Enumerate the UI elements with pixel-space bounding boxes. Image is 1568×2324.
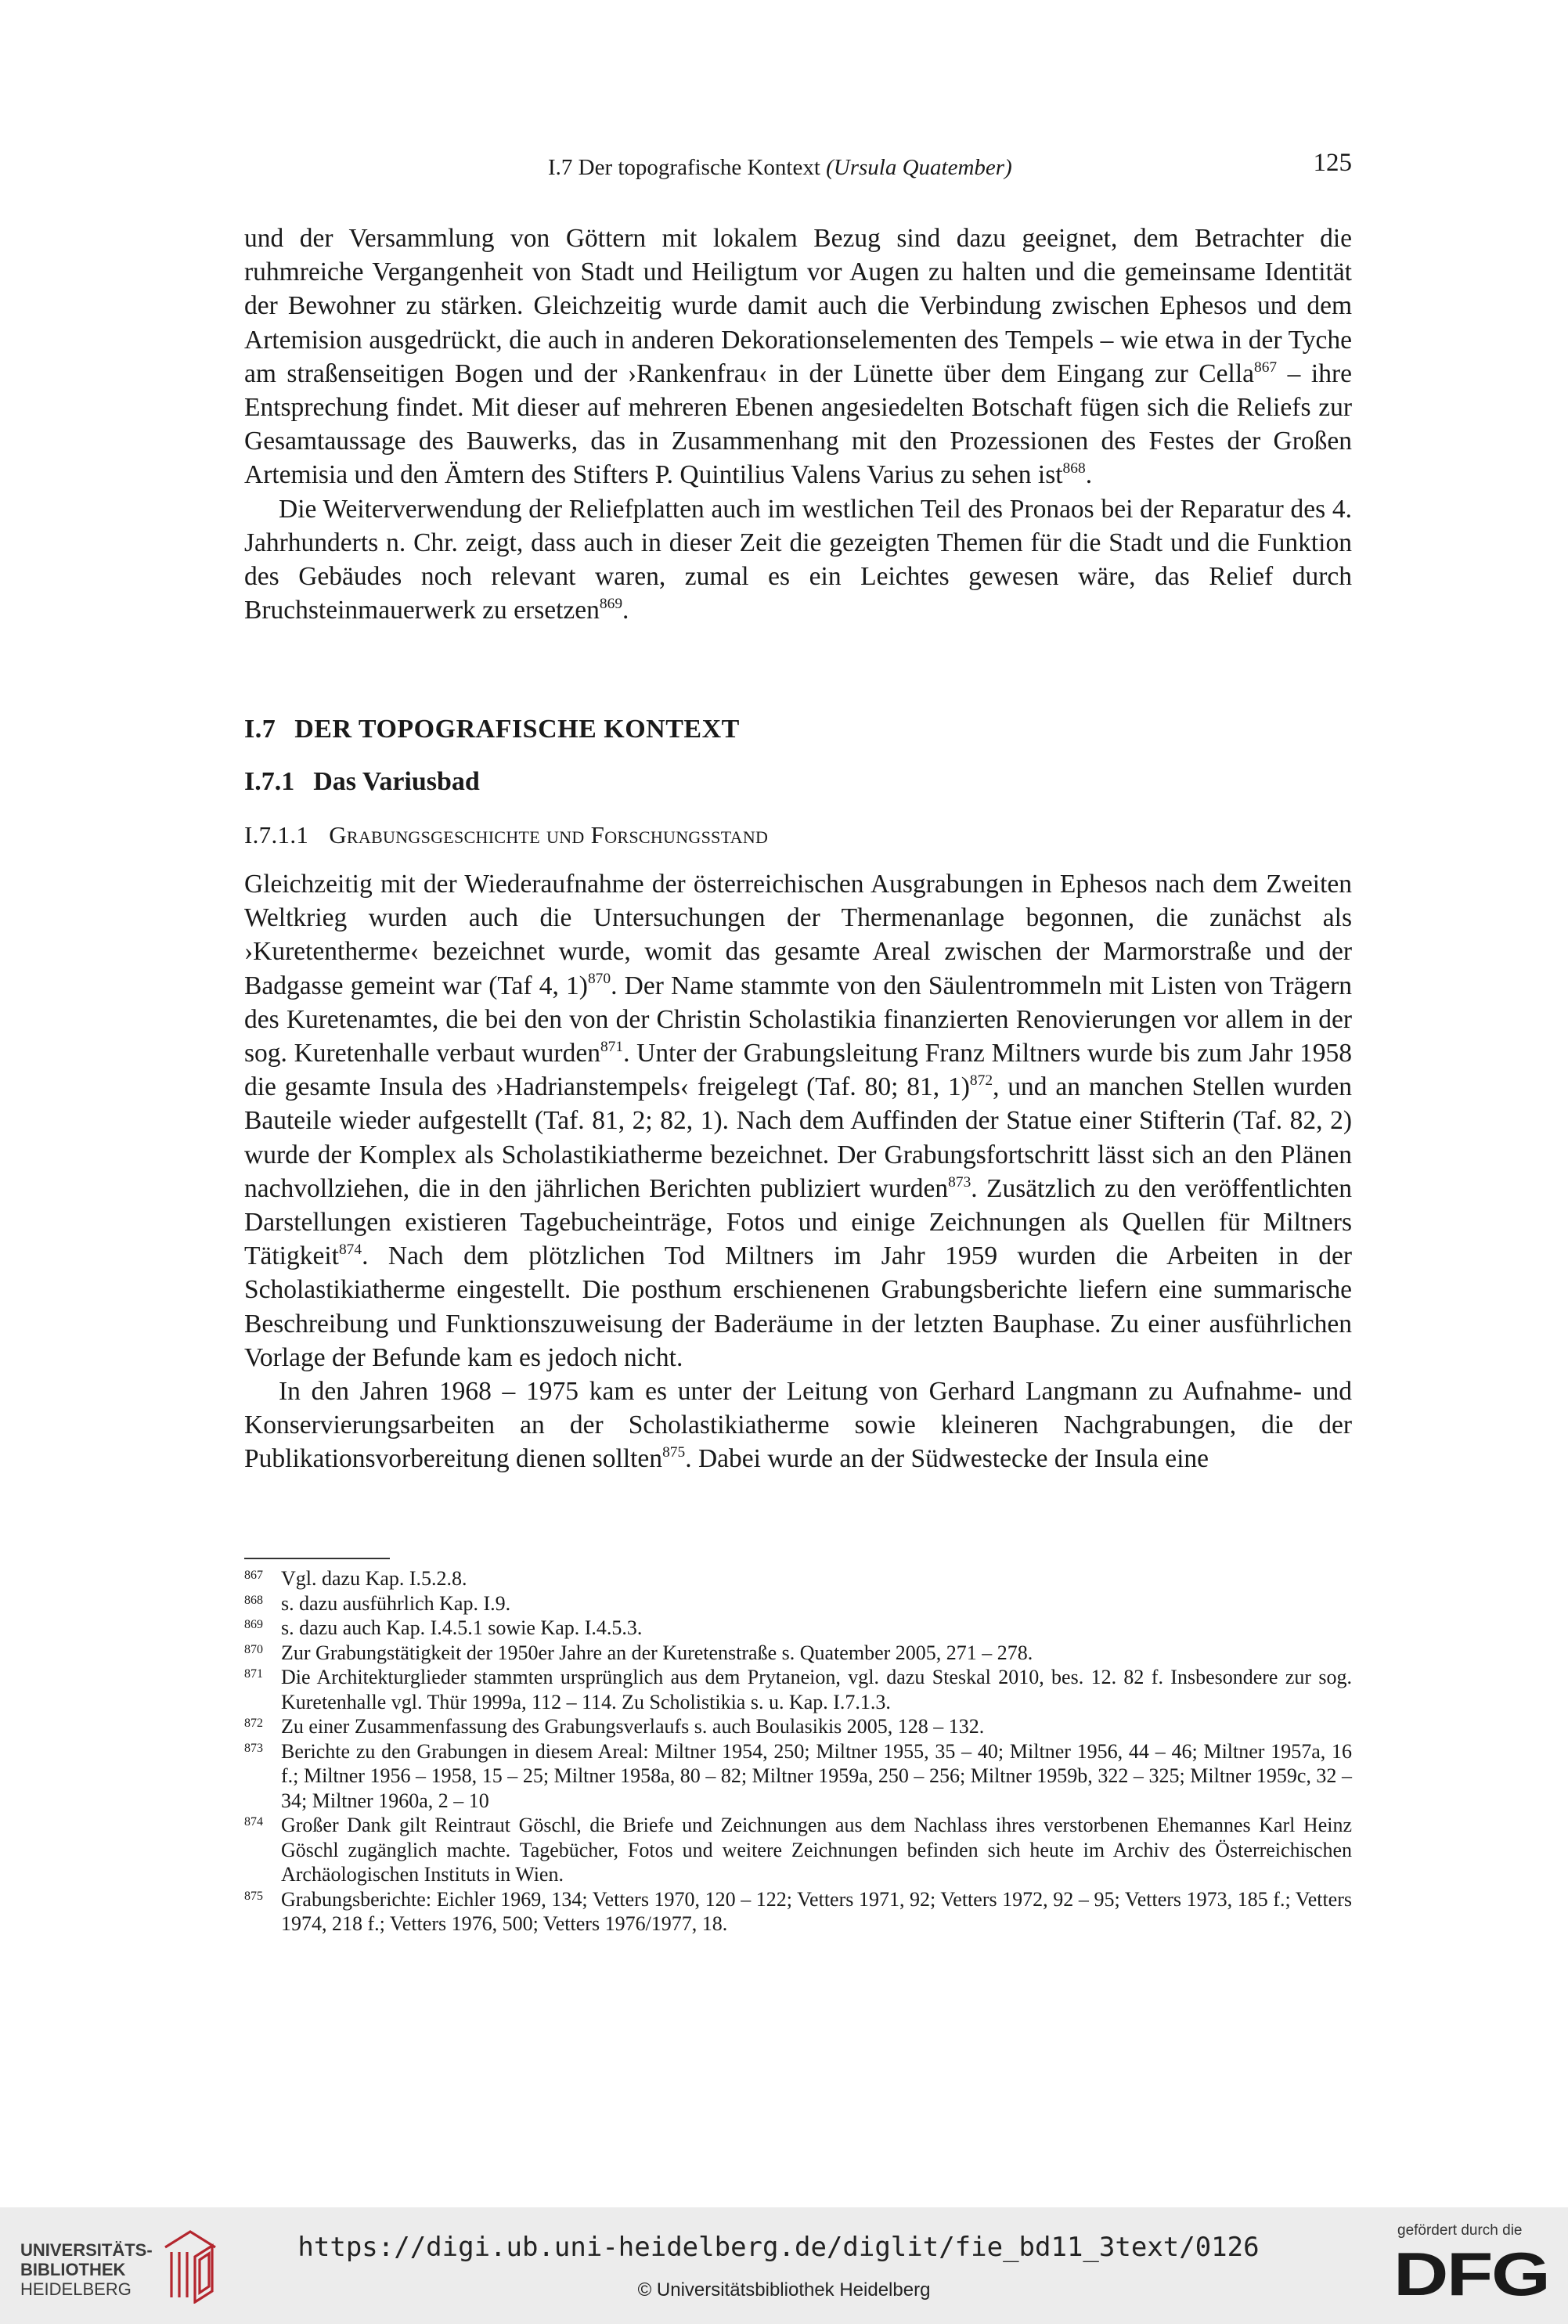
footnote — [244, 1665, 1352, 1714]
running-head-title: I.7 Der topografische Kontext (Ursula Quatember) — [548, 155, 1012, 180]
footnote-text: Zu einer Zusammenfassung des Grabungsverlaufs s. auch Boulasikis 2005, 128 – 132. — [281, 1715, 985, 1738]
body-text-main — [244, 867, 1352, 1476]
subsection-number: I.7.1 — [244, 767, 295, 796]
footnote-number: 871 — [244, 1667, 263, 1681]
subsection-heading — [244, 767, 480, 797]
footnote-number: 873 — [244, 1741, 263, 1755]
footnote-text: Berichte zu den Grabungen in diesem Areal: Miltner 1954, 250; Miltner 1955, 35 – 40; Miltner 1956, 44 – 46; Miltner 1957a, 16 f.; Miltner 1956 – 1958, 15 – 25; Miltner 1958a, 80 – 82; Miltner 1959a, 250 – 256; Miltner 1959b, 322 – 325; Miltner 1959c, 32 – 34; Miltner 1960a, 2 – 10 — [281, 1739, 1352, 1812]
footnote-ref[interactable]: 875 — [662, 1444, 686, 1461]
footnote-number: 868 — [244, 1593, 263, 1607]
paragraph: In den Jahren 1968 – 1975 kam es unter der Leitung von Gerhard Langmann zu Aufnahme- und Konservierungsarbeiten an der Scholastikiatherme sowie kleineren Nachgrabungen, die der Publikationsvorbereitung dienen sollten$^{875}$. Dabei wurde an der Südwestecke der Insula eine — [244, 1377, 1352, 1474]
footnote-text: Vgl. dazu Kap. I.5.2.8. — [281, 1567, 467, 1590]
footnote-number: 870 — [244, 1642, 263, 1656]
footnote — [244, 1813, 1352, 1887]
footnote-text: Zur Grabungstätigkeit der 1950er Jahre an der Kuretenstraße s. Quatember 2005, 271 – 278. — [281, 1641, 1033, 1664]
footnotes — [244, 1566, 1352, 1937]
footnote — [244, 1887, 1352, 1937]
paragraph: Gleichzeitig mit der Wiederaufnahme der österreichischen Ausgrabungen in Ephesos nach dem Zweiten Weltkrieg wurden auch die Untersuchungen der Thermenanlage begonnen, die zunächst als ›Kuretentherme‹ bezeichnet wurde, womit das gesamte Areal zwischen der Marmorstraße und der Badgasse gemeint war (Taf 4, 1)$^{870}$. Der Name stammte von den Säulentrommeln mit Listen von Trägern des Kuretenamtes, die bei den von der Christin Scholastikia finanzierten Renovierungen vor allem in der sog. Kuretenhalle verbaut wurden$^{871}$. Unter der Grabungsleitung Franz Miltners wurde bis zum Jahr 1958 die gesamte Insula des ›Hadrianstempels‹ freigelegt (Taf. 80; 81, 1)$^{872}$, und an manchen Stellen wurden Bauteile wieder aufgestellt (Taf. 81, 2; 82, 1). Nach dem Auffinden der Statue einer Stifterin (Taf. 82, 2) wurde der Komplex als Scholastikiatherme bezeichnet. Der Grabungsfortschritt lässt sich an den Plänen nachvollziehen, die in den jährlichen Berichten publiziert wurden$^{873}$. Zusätzlich zu den veröffentlichten Darstellungen existieren Tagebucheinträge, Fotos und einige Zeichnungen als Quellen für Miltners Tätigkeit$^{874}$. Nach dem plötzlichen Tod Miltners im Jahr 1959 wurden die Arbeiten in der Scholastikiatherme eingestellt. Die posthum erschienenen Grabungsberichte liefern eine summarische Beschreibung und Funktionszuweisung der Baderäume in der letzten Bauphase. Zu einer ausführlichen Vorlage der Befunde kam es jedoch nicht. — [244, 870, 1352, 1372]
funding-label: gefördert durch die — [1397, 2222, 1523, 2239]
footnote-text: s. dazu ausführlich Kap. I.9. — [281, 1591, 511, 1615]
footnote — [244, 1591, 1352, 1616]
paragraph: und der Versammlung von Göttern mit lokalem Bezug sind dazu geeignet, dem Betrachter die ruhmreiche Vergangenheit von Stadt und Heiligtum vor Augen zu halten und die gemeinsame Identität der Bewohner zu stärken. Gleichzeitig wurde damit auch die Verbindung zwischen Ephesos und dem Artemision ausgedrückt, die auch in anderen Dekorationselementen des Tempels – wie etwa in der Tyche am straßenseitigen Bogen und der ›Rankenfrau‹ in der Lünette über dem Eingang zur Cella$^{867}$ – ihre Entsprechung findet. Mit dieser auf mehreren Ebenen angesiedelten Botschaft fügen sich die Reliefs zur Gesamtaussage des Bauwerks, das in Zusammenhang mit den Prozessionen des Festes der Großen Artemisia und den Ämtern des Stifters P. Quintilius Valens Varius zu sehen ist$^{868}$. — [244, 224, 1352, 490]
footnote-ref[interactable]: 869 — [599, 596, 623, 613]
page-number: 125 — [1313, 149, 1352, 177]
footnote-ref[interactable]: 873 — [948, 1173, 971, 1191]
footnote-number: 869 — [244, 1618, 263, 1631]
subsubsection-heading — [244, 821, 768, 849]
footnote-text: Grabungsberichte: Eichler 1969, 134; Vetters 1970, 120 – 122; Vetters 1971, 92; Vetters 1972, 92 – 95; Vetters 1973, 185 f.; Vetters 1974, 218 f.; Vetters 1976, 500; Vetters 1976/1977, 18. — [281, 1887, 1352, 1935]
section-title: DER TOPOGRAFISCHE KONTEXT — [294, 715, 740, 744]
footnote-number: 867 — [244, 1569, 263, 1582]
footnote-ref[interactable]: 870 — [587, 971, 611, 988]
footnote-ref[interactable]: 868 — [1062, 460, 1086, 477]
body-text-top — [244, 222, 1352, 627]
paragraph: Die Weiterverwendung der Reliefplatten auch im westlichen Teil des Pronaos bei der Reparatur des 4. Jahrhunderts n. Chr. zeigt, dass auch in dieser Zeit die gezeigten Themen für die Stadt und die Funktion des Gebäudes noch relevant waren, zumal es ein Leichtes gewesen wäre, das Relief durch Bruchsteinmauerwerk zu ersetzen$^{869}$. — [244, 494, 1352, 625]
footnote-text: Die Architekturglieder stammten ursprünglich aus dem Prytaneion, vgl. dazu Steskal 2010, bes. 12. 82 f. Insbesondere zur sog. Kuretenhalle vgl. Thür 1999a, 112 – 114. Zu Scholistikia s. u. Kap. I.7.1.3. — [281, 1666, 1352, 1713]
copyright-notice: © Universitätsbibliothek Heidelberg — [637, 2279, 931, 2301]
subsubsection-number: I.7.1.1 — [244, 821, 309, 849]
footnote-ref[interactable]: 872 — [969, 1072, 993, 1090]
footnote-separator — [244, 1558, 390, 1559]
footnote — [244, 1641, 1352, 1666]
footnote-ref[interactable]: 867 — [1254, 359, 1278, 376]
section-number: I.7 — [244, 715, 276, 744]
running-head — [244, 150, 1352, 185]
digitization-banner — [0, 2207, 1568, 2324]
subsection-title: Das Variusbad — [313, 767, 480, 796]
footnote-text: s. dazu auch Kap. I.4.5.1 sowie Kap. I.4.5.3. — [281, 1616, 643, 1639]
footnote — [244, 1616, 1352, 1641]
source-url[interactable]: https://digi.ub.uni-heidelberg.de/diglit/fie_bd11_3text/0126 — [297, 2232, 1260, 2263]
subsubsection-title: Grabungsgeschichte und Forschungsstand — [329, 821, 769, 849]
footnote — [244, 1739, 1352, 1814]
section-heading — [244, 715, 740, 744]
footnote-text: Großer Dank gilt Reintraut Göschl, die Briefe und Zeichnungen aus dem Nachlass ihres verstorbenen Ehemannes Karl Heinz Göschl zugänglich machte. Tagebücher, Fotos und weitere Zeichnungen befinden sich heute im Archiv des Österreichischen Archäologischen Instituts in Wien. — [281, 1814, 1352, 1886]
footnote-ref[interactable]: 871 — [600, 1038, 624, 1055]
footnote — [244, 1714, 1352, 1739]
footnote-number: 874 — [244, 1815, 263, 1829]
footnote-number: 872 — [244, 1717, 263, 1730]
footnote-ref[interactable]: 874 — [338, 1241, 362, 1259]
library-logo-text[interactable]: UNIVERSITÄTS- BIBLIOTHEK HEIDELBERG — [20, 2240, 153, 2299]
footnote-number: 875 — [244, 1889, 263, 1903]
footnote — [244, 1566, 1352, 1591]
running-head-author: (Ursula Quatember) — [826, 155, 1012, 180]
dfg-logo[interactable]: DFG — [1393, 2239, 1549, 2308]
